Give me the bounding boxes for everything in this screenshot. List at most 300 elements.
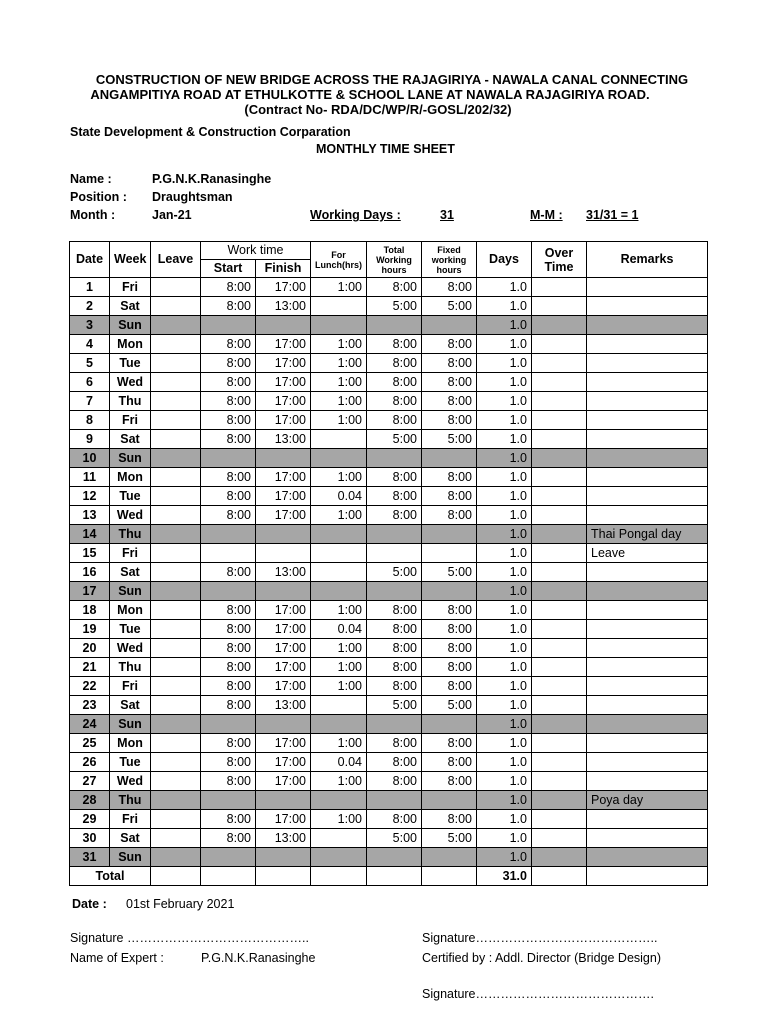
man-month-label: M-M : xyxy=(530,208,563,222)
working-days-label: Working Days : xyxy=(310,208,401,222)
leave-cell xyxy=(151,829,201,848)
week-cell: Sun xyxy=(110,848,151,867)
days-cell: 1.0 xyxy=(477,487,532,506)
total-hours-cell: 8:00 xyxy=(367,411,422,430)
date-cell: 29 xyxy=(70,810,110,829)
finish-cell: 17:00 xyxy=(256,373,311,392)
start-cell: 8:00 xyxy=(201,677,256,696)
leave-cell xyxy=(151,677,201,696)
start-cell xyxy=(201,848,256,867)
overtime-cell xyxy=(532,430,587,449)
leave-cell xyxy=(151,430,201,449)
remarks-cell xyxy=(587,677,708,696)
week-cell: Fri xyxy=(110,278,151,297)
table-row xyxy=(70,316,708,335)
lunch-cell: 0.04 xyxy=(311,753,367,772)
lunch-cell: 1:00 xyxy=(311,278,367,297)
days-cell: 1.0 xyxy=(477,715,532,734)
table-row xyxy=(70,658,708,677)
date-cell: 23 xyxy=(70,696,110,715)
remarks-cell xyxy=(587,373,708,392)
remarks-cell xyxy=(587,810,708,829)
days-cell: 1.0 xyxy=(477,563,532,582)
leave-cell xyxy=(151,791,201,810)
leave-cell xyxy=(151,411,201,430)
finish-cell xyxy=(256,525,311,544)
finish-cell xyxy=(256,715,311,734)
overtime-cell xyxy=(532,810,587,829)
leave-cell xyxy=(151,487,201,506)
days-cell: 1.0 xyxy=(477,373,532,392)
overtime-cell xyxy=(532,525,587,544)
fixed-hours-cell: 8:00 xyxy=(422,734,477,753)
date-cell: 16 xyxy=(70,563,110,582)
position-label: Position : xyxy=(70,190,127,204)
table-row xyxy=(70,715,708,734)
overtime-cell xyxy=(532,335,587,354)
leave-cell xyxy=(151,297,201,316)
start-cell xyxy=(201,544,256,563)
overtime-cell xyxy=(532,677,587,696)
start-cell: 8:00 xyxy=(201,734,256,753)
finish-cell: 13:00 xyxy=(256,563,311,582)
overtime-cell xyxy=(532,753,587,772)
week-cell: Sun xyxy=(110,316,151,335)
week-cell: Thu xyxy=(110,392,151,411)
man-month-value: 31/31 = 1 xyxy=(586,208,639,222)
fixed-hours-cell xyxy=(422,791,477,810)
table-row xyxy=(70,430,708,449)
week-cell: Sat xyxy=(110,430,151,449)
week-cell: Tue xyxy=(110,487,151,506)
date-cell: 9 xyxy=(70,430,110,449)
start-cell: 8:00 xyxy=(201,411,256,430)
leave-cell xyxy=(151,506,201,525)
total-fixed-cell xyxy=(422,867,477,886)
table-row xyxy=(70,620,708,639)
header-total-hours: Total Working hours xyxy=(367,242,422,278)
total-hours-cell xyxy=(367,449,422,468)
total-hours-cell xyxy=(367,867,422,886)
table-row xyxy=(70,506,708,525)
date-cell: 8 xyxy=(70,411,110,430)
total-hours-cell: 5:00 xyxy=(367,430,422,449)
finish-cell: 17:00 xyxy=(256,677,311,696)
date-cell: 31 xyxy=(70,848,110,867)
date-cell: 7 xyxy=(70,392,110,411)
week-cell: Thu xyxy=(110,791,151,810)
overtime-cell xyxy=(532,601,587,620)
days-cell: 1.0 xyxy=(477,411,532,430)
lunch-cell: 1:00 xyxy=(311,810,367,829)
total-start-cell xyxy=(201,867,256,886)
leave-cell xyxy=(151,373,201,392)
remarks-cell xyxy=(587,772,708,791)
fixed-hours-cell xyxy=(422,525,477,544)
table-row xyxy=(70,354,708,373)
fixed-hours-cell: 5:00 xyxy=(422,297,477,316)
days-cell: 1.0 xyxy=(477,810,532,829)
total-hours-cell: 8:00 xyxy=(367,601,422,620)
start-cell xyxy=(201,316,256,335)
table-row xyxy=(70,335,708,354)
table-row xyxy=(70,639,708,658)
leave-cell xyxy=(151,639,201,658)
remarks-cell xyxy=(587,430,708,449)
days-cell: 1.0 xyxy=(477,791,532,810)
week-cell: Tue xyxy=(110,753,151,772)
total-remarks-cell xyxy=(587,867,708,886)
lunch-cell xyxy=(311,848,367,867)
fixed-hours-cell xyxy=(422,449,477,468)
lunch-cell xyxy=(311,791,367,810)
remarks-cell xyxy=(587,563,708,582)
overtime-cell xyxy=(532,373,587,392)
start-cell: 8:00 xyxy=(201,430,256,449)
name-value: P.G.N.K.Ranasinghe xyxy=(152,172,272,186)
fixed-hours-cell: 8:00 xyxy=(422,639,477,658)
week-cell: Tue xyxy=(110,620,151,639)
finish-cell: 17:00 xyxy=(256,772,311,791)
finish-cell: 17:00 xyxy=(256,658,311,677)
leave-cell xyxy=(151,278,201,297)
date-cell: 2 xyxy=(70,297,110,316)
date-cell: 3 xyxy=(70,316,110,335)
overtime-cell xyxy=(532,297,587,316)
finish-cell xyxy=(256,449,311,468)
start-cell: 8:00 xyxy=(201,639,256,658)
leave-cell xyxy=(151,525,201,544)
overtime-cell xyxy=(532,848,587,867)
week-cell: Wed xyxy=(110,373,151,392)
lunch-cell: 1:00 xyxy=(311,411,367,430)
remarks-cell xyxy=(587,449,708,468)
project-title-line-1: CONSTRUCTION OF NEW BRIDGE ACROSS THE RAJAGIRIYA - NAWALA CANAL CONNECTING xyxy=(95,72,689,87)
leave-cell xyxy=(151,772,201,791)
overtime-cell xyxy=(532,696,587,715)
certified-by: Certified by : Addl. Director (Bridge Design) xyxy=(422,951,661,965)
table-row xyxy=(70,278,708,297)
fixed-hours-cell: 8:00 xyxy=(422,392,477,411)
table-row xyxy=(70,392,708,411)
fixed-hours-cell xyxy=(422,544,477,563)
name-label: Name : xyxy=(70,172,112,186)
month-label: Month : xyxy=(70,208,116,222)
total-hours-cell: 5:00 xyxy=(367,829,422,848)
finish-cell: 17:00 xyxy=(256,354,311,373)
finish-cell xyxy=(256,544,311,563)
overtime-cell xyxy=(532,791,587,810)
timesheet-table xyxy=(69,241,708,886)
lunch-cell: 1:00 xyxy=(311,373,367,392)
table-row xyxy=(70,487,708,506)
date-label: Date : xyxy=(72,897,107,911)
days-cell: 1.0 xyxy=(477,297,532,316)
header-finish: Finish xyxy=(256,260,311,278)
finish-cell: 17:00 xyxy=(256,335,311,354)
start-cell xyxy=(201,582,256,601)
overtime-cell xyxy=(532,278,587,297)
days-cell: 1.0 xyxy=(477,734,532,753)
finish-cell: 17:00 xyxy=(256,639,311,658)
position-value: Draughtsman xyxy=(152,190,233,204)
fixed-hours-cell: 5:00 xyxy=(422,696,477,715)
week-cell: Sat xyxy=(110,696,151,715)
table-row xyxy=(70,753,708,772)
total-hours-cell: 5:00 xyxy=(367,696,422,715)
header-remarks: Remarks xyxy=(587,242,708,278)
header-start: Start xyxy=(201,260,256,278)
overtime-cell xyxy=(532,487,587,506)
date-cell: 17 xyxy=(70,582,110,601)
leave-cell xyxy=(151,449,201,468)
finish-cell: 17:00 xyxy=(256,506,311,525)
week-cell: Fri xyxy=(110,677,151,696)
total-hours-cell xyxy=(367,715,422,734)
date-cell: 5 xyxy=(70,354,110,373)
date-cell: 6 xyxy=(70,373,110,392)
table-row xyxy=(70,772,708,791)
week-cell: Sat xyxy=(110,297,151,316)
fixed-hours-cell: 8:00 xyxy=(422,411,477,430)
leave-cell xyxy=(151,620,201,639)
remarks-cell xyxy=(587,468,708,487)
days-cell: 1.0 xyxy=(477,696,532,715)
total-hours-cell: 8:00 xyxy=(367,639,422,658)
lunch-cell: 0.04 xyxy=(311,620,367,639)
remarks-cell xyxy=(587,278,708,297)
header-work-time: Work time xyxy=(201,242,311,260)
table-row xyxy=(70,810,708,829)
total-hours-cell: 8:00 xyxy=(367,487,422,506)
date-value: 01st February 2021 xyxy=(126,897,235,911)
fixed-hours-cell: 8:00 xyxy=(422,487,477,506)
table-row xyxy=(70,696,708,715)
start-cell: 8:00 xyxy=(201,335,256,354)
overtime-cell xyxy=(532,449,587,468)
fixed-hours-cell: 8:00 xyxy=(422,772,477,791)
days-cell: 1.0 xyxy=(477,677,532,696)
finish-cell xyxy=(256,582,311,601)
leave-cell xyxy=(151,563,201,582)
lunch-cell: 1:00 xyxy=(311,734,367,753)
finish-cell: 17:00 xyxy=(256,278,311,297)
start-cell: 8:00 xyxy=(201,620,256,639)
overtime-cell xyxy=(532,715,587,734)
total-hours-cell: 8:00 xyxy=(367,335,422,354)
total-hours-cell xyxy=(367,525,422,544)
overtime-cell xyxy=(532,354,587,373)
overtime-cell xyxy=(532,316,587,335)
total-hours-cell xyxy=(367,316,422,335)
remarks-cell xyxy=(587,753,708,772)
lunch-cell: 1:00 xyxy=(311,639,367,658)
week-cell: Wed xyxy=(110,639,151,658)
signature-line-right: Signature…………………………………….. xyxy=(422,931,658,945)
finish-cell: 17:00 xyxy=(256,411,311,430)
total-hours-cell: 5:00 xyxy=(367,297,422,316)
lunch-cell xyxy=(311,582,367,601)
leave-cell xyxy=(151,582,201,601)
days-cell: 1.0 xyxy=(477,658,532,677)
leave-cell xyxy=(151,734,201,753)
date-cell: 15 xyxy=(70,544,110,563)
remarks-cell xyxy=(587,620,708,639)
fixed-hours-cell xyxy=(422,316,477,335)
lunch-cell xyxy=(311,430,367,449)
lunch-cell xyxy=(311,297,367,316)
total-hours-cell xyxy=(367,544,422,563)
lunch-cell: 1:00 xyxy=(311,392,367,411)
remarks-cell xyxy=(587,601,708,620)
leave-cell xyxy=(151,468,201,487)
leave-cell xyxy=(151,354,201,373)
remarks-cell xyxy=(587,411,708,430)
date-cell: 4 xyxy=(70,335,110,354)
table-row xyxy=(70,449,708,468)
table-row xyxy=(70,677,708,696)
total-row xyxy=(70,867,708,886)
remarks-cell xyxy=(587,829,708,848)
overtime-cell xyxy=(532,620,587,639)
overtime-cell xyxy=(532,468,587,487)
total-overtime-cell xyxy=(532,867,587,886)
start-cell: 8:00 xyxy=(201,563,256,582)
finish-cell xyxy=(256,316,311,335)
remarks-cell xyxy=(587,715,708,734)
week-cell: Mon xyxy=(110,335,151,354)
total-hours-cell: 8:00 xyxy=(367,734,422,753)
overtime-cell xyxy=(532,392,587,411)
leave-cell xyxy=(151,715,201,734)
table-row xyxy=(70,525,708,544)
leave-cell xyxy=(151,601,201,620)
overtime-cell xyxy=(532,582,587,601)
overtime-cell xyxy=(532,772,587,791)
date-cell: 26 xyxy=(70,753,110,772)
overtime-cell xyxy=(532,563,587,582)
total-hours-cell: 5:00 xyxy=(367,563,422,582)
fixed-hours-cell: 8:00 xyxy=(422,373,477,392)
days-cell: 1.0 xyxy=(477,392,532,411)
fixed-hours-cell: 8:00 xyxy=(422,601,477,620)
fixed-hours-cell: 8:00 xyxy=(422,810,477,829)
days-cell: 1.0 xyxy=(477,601,532,620)
lunch-cell xyxy=(311,525,367,544)
date-cell: 10 xyxy=(70,449,110,468)
week-cell: Sun xyxy=(110,715,151,734)
start-cell xyxy=(201,525,256,544)
leave-cell xyxy=(151,335,201,354)
total-hours-cell xyxy=(367,582,422,601)
date-cell: 11 xyxy=(70,468,110,487)
days-cell: 1.0 xyxy=(477,335,532,354)
fixed-hours-cell xyxy=(422,715,477,734)
date-cell: 28 xyxy=(70,791,110,810)
fixed-hours-cell: 8:00 xyxy=(422,278,477,297)
lunch-cell: 1:00 xyxy=(311,677,367,696)
total-hours-cell: 8:00 xyxy=(367,658,422,677)
remarks-cell xyxy=(587,658,708,677)
lunch-cell xyxy=(311,696,367,715)
month-value: Jan-21 xyxy=(152,208,192,222)
date-cell: 21 xyxy=(70,658,110,677)
total-hours-cell xyxy=(367,848,422,867)
total-hours-cell: 8:00 xyxy=(367,753,422,772)
table-row xyxy=(70,601,708,620)
week-cell: Thu xyxy=(110,525,151,544)
total-leave-cell xyxy=(151,867,201,886)
signature-line-left: Signature …………………………………….. xyxy=(70,931,309,945)
week-cell: Thu xyxy=(110,658,151,677)
date-cell: 20 xyxy=(70,639,110,658)
total-hours-cell: 8:00 xyxy=(367,373,422,392)
table-row xyxy=(70,544,708,563)
remarks-cell xyxy=(587,316,708,335)
week-cell: Sun xyxy=(110,449,151,468)
days-cell: 1.0 xyxy=(477,316,532,335)
total-hours-cell: 8:00 xyxy=(367,677,422,696)
fixed-hours-cell: 8:00 xyxy=(422,677,477,696)
remarks-cell xyxy=(587,734,708,753)
week-cell: Sat xyxy=(110,563,151,582)
organization-name: State Development & Construction Corparation xyxy=(70,125,351,139)
lunch-cell: 0.04 xyxy=(311,487,367,506)
week-cell: Wed xyxy=(110,772,151,791)
start-cell: 8:00 xyxy=(201,354,256,373)
remarks-cell: Leave xyxy=(587,544,708,563)
remarks-cell xyxy=(587,696,708,715)
week-cell: Mon xyxy=(110,601,151,620)
start-cell: 8:00 xyxy=(201,468,256,487)
start-cell xyxy=(201,715,256,734)
lunch-cell: 1:00 xyxy=(311,468,367,487)
finish-cell: 13:00 xyxy=(256,829,311,848)
overtime-cell xyxy=(532,829,587,848)
days-cell: 1.0 xyxy=(477,620,532,639)
date-cell: 18 xyxy=(70,601,110,620)
fixed-hours-cell xyxy=(422,848,477,867)
fixed-hours-cell: 8:00 xyxy=(422,620,477,639)
total-lunch-cell xyxy=(311,867,367,886)
start-cell: 8:00 xyxy=(201,601,256,620)
table-row xyxy=(70,468,708,487)
finish-cell: 17:00 xyxy=(256,601,311,620)
days-cell: 1.0 xyxy=(477,772,532,791)
overtime-cell xyxy=(532,544,587,563)
finish-cell: 17:00 xyxy=(256,810,311,829)
finish-cell: 17:00 xyxy=(256,487,311,506)
table-row xyxy=(70,411,708,430)
date-cell: 19 xyxy=(70,620,110,639)
week-cell: Sat xyxy=(110,829,151,848)
start-cell: 8:00 xyxy=(201,658,256,677)
fixed-hours-cell: 8:00 xyxy=(422,506,477,525)
leave-cell xyxy=(151,544,201,563)
project-title-line-2: ANGAMPITIYA ROAD AT ETHULKOTTE & SCHOOL LANE AT NAWALA RAJAGIRIYA ROAD. xyxy=(90,87,650,102)
finish-cell: 17:00 xyxy=(256,753,311,772)
finish-cell: 13:00 xyxy=(256,696,311,715)
date-cell: 13 xyxy=(70,506,110,525)
start-cell: 8:00 xyxy=(201,373,256,392)
fixed-hours-cell: 8:00 xyxy=(422,468,477,487)
header-fixed-hours: Fixed working hours xyxy=(422,242,477,278)
total-hours-cell: 8:00 xyxy=(367,354,422,373)
days-cell: 1.0 xyxy=(477,468,532,487)
fixed-hours-cell: 8:00 xyxy=(422,658,477,677)
week-cell: Fri xyxy=(110,810,151,829)
remarks-cell xyxy=(587,335,708,354)
